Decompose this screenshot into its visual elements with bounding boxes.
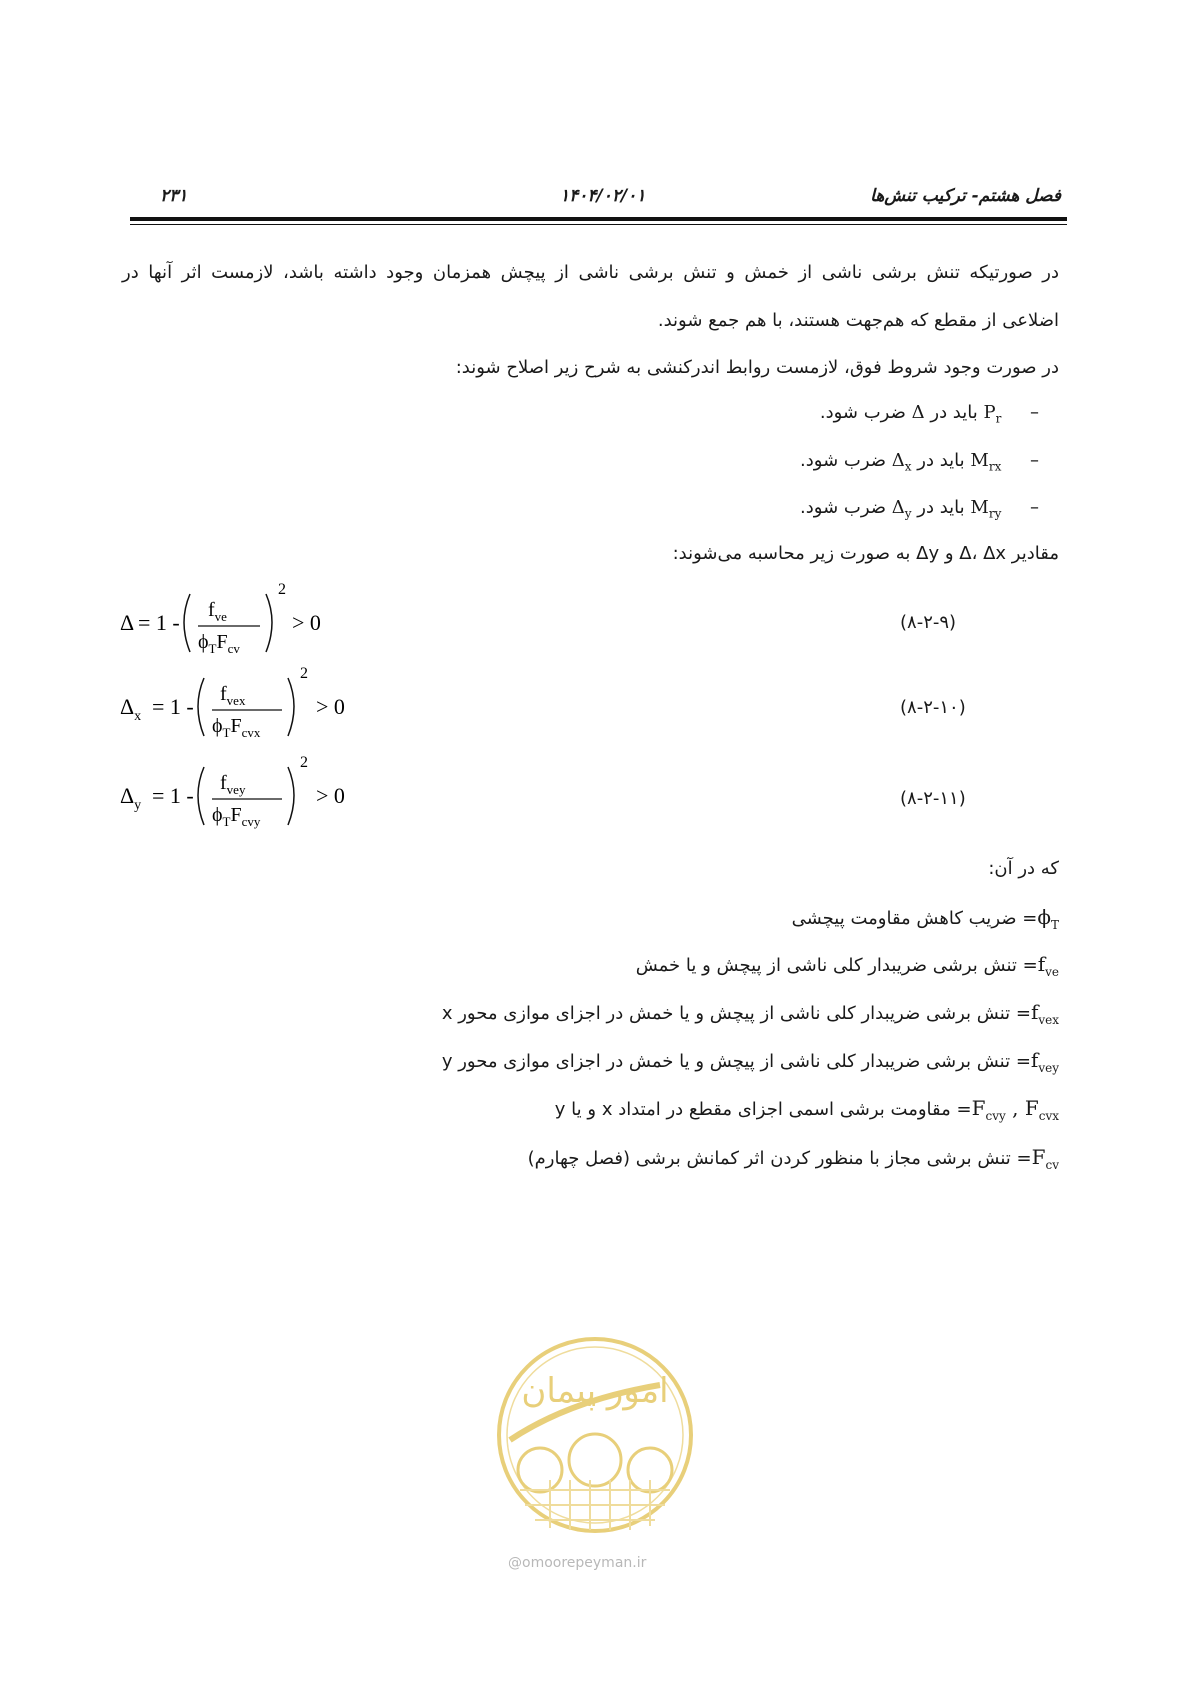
paragraph-line: اضلاعی از مقطع که هم‌جهت هستند، با هم جمع شوند. — [657, 310, 1059, 331]
svg-text:امور پیمان: امور پیمان — [521, 1371, 669, 1411]
svg-text:Δx: $\Delta_x$ — [120, 694, 142, 724]
header-rule — [130, 217, 1067, 221]
equation-number: (۸-۲-۱۰) — [900, 697, 966, 718]
svg-text:Δ: Δ — [120, 610, 135, 635]
svg-text:ϕTFcvx: $\phi_TF_{cvx}$ — [212, 715, 261, 740]
list-item: – $M_{rx}$ باید در $\Delta_x$ ضرب شود. — [800, 450, 1039, 474]
svg-text:fvex: $f_{vex}$ — [220, 683, 246, 708]
watermark-logo — [490, 1330, 700, 1540]
page-number: ۲۳۱ — [160, 186, 188, 206]
watermark-site: @omoorepeyman.ir — [508, 1555, 647, 1571]
list-item: – $P_r$ باید در Δ ضرب شود. — [819, 402, 1039, 426]
paragraph-line: در صورتیکه تنش برشی ناشی از خمش و تنش برشی ناشی از پیچش همزمان وجود داشته باشد، لازمست اثر آنها در — [122, 262, 1059, 283]
svg-text:= 1 -: = 1 - — [152, 694, 194, 719]
header-rule-thin — [130, 224, 1067, 225]
header-date: ۱۴۰۴/۰۲/۰۱ — [560, 186, 646, 206]
definition-item: $\phi_T=$ ضریب کاهش مقاومت پیچشی — [791, 905, 1059, 932]
svg-text:2: 2 — [300, 755, 308, 771]
equation-10 — [110, 666, 410, 746]
svg-text:Δy: $\Delta_y$ — [120, 783, 142, 813]
definition-item: $f_{ve}=$ تنش برشی ضریبدار کلی ناشی از پیچش و یا خمش — [635, 952, 1059, 979]
svg-text:fvey: $f_{vey}$ — [220, 772, 246, 797]
paragraph-line: در صورت وجود شروط فوق، لازمست روابط اندرکنشی به شرح زیر اصلاح شوند: — [455, 357, 1059, 378]
equation-number: (۸-۲-۱۱) — [900, 788, 966, 809]
svg-text:fve: $f_{ve}$ — [208, 599, 227, 624]
svg-text:> 0: > 0 — [316, 694, 345, 719]
svg-text:ϕTFcv: $\phi_TF_{cv}$ — [198, 631, 240, 656]
equation-9 — [110, 582, 370, 662]
svg-text:ϕTFcvy: $\phi_TF_{cvy}$ — [212, 804, 261, 829]
svg-text:> 0: > 0 — [292, 610, 321, 635]
definitions-intro: که در آن: — [988, 858, 1059, 879]
chapter-title: فصل هشتم- ترکیب تنش‌ها — [870, 186, 1061, 206]
definition-item: $F_{cv}=$ تنش برشی مجاز با منظور کردن اثر کمانش برشی (فصل چهارم) — [527, 1145, 1059, 1172]
svg-text:= 1 -: = 1 - — [152, 783, 194, 808]
definition-item: $F_{cvy}$ , $F_{cvx}=$ مقاومت برشی اسمی اجزای مقطع در امتداد x و یا y — [554, 1096, 1059, 1123]
svg-text:2: 2 — [278, 582, 286, 598]
definition-item: $f_{vey}=$ تنش برشی ضریبدار کلی ناشی از پیچش و یا خمش در اجزای موازی محور y — [441, 1048, 1059, 1075]
list-item: – $M_{ry}$ باید در $\Delta_y$ ضرب شود. — [800, 497, 1039, 521]
svg-text:2: 2 — [300, 666, 308, 682]
paragraph-line: مقادیر Δ، Δx و Δy به صورت زیر محاسبه می‌شوند: — [672, 543, 1059, 564]
equation-number: (۸-۲-۹) — [900, 612, 957, 633]
equation-11 — [110, 755, 410, 835]
svg-text:> 0: > 0 — [316, 783, 345, 808]
svg-text:= 1 -: = 1 - — [138, 610, 180, 635]
definition-item: $f_{vex}=$ تنش برشی ضریبدار کلی ناشی از پیچش و یا خمش در اجزای موازی محور x — [441, 1000, 1059, 1027]
